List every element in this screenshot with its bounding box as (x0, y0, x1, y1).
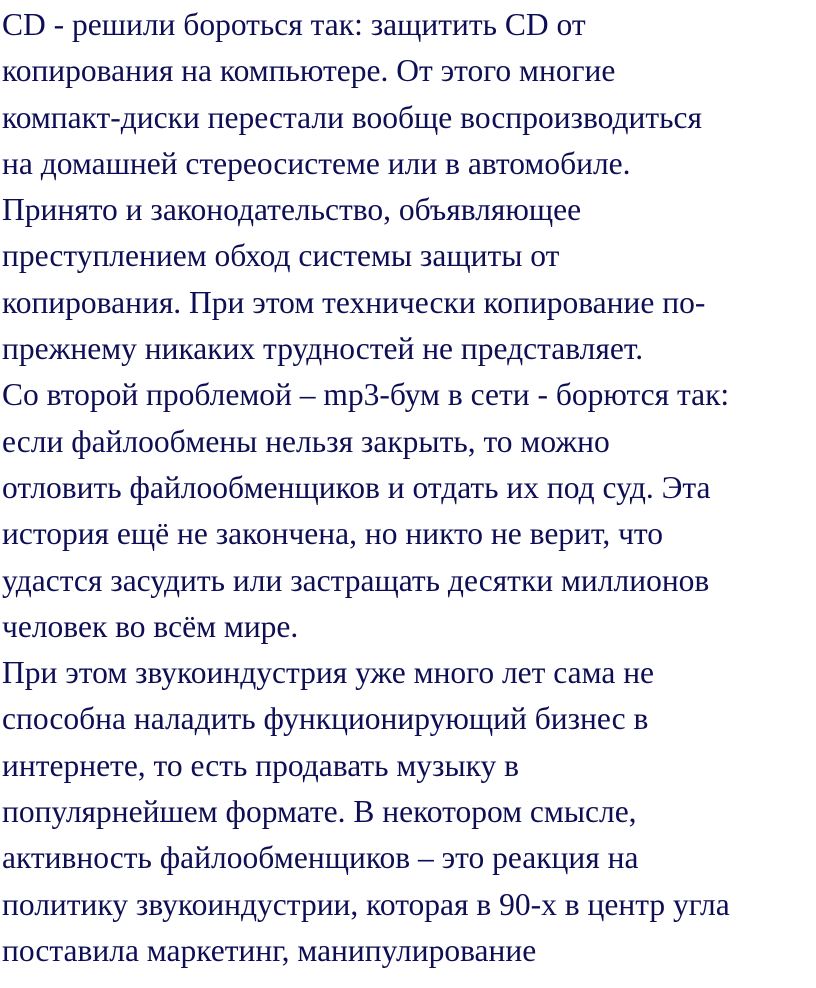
text-line: популярнейшем формате. В некотором смысле, (2, 794, 637, 830)
text-line: на домашней стереосистеме или в автомобиле. (2, 145, 631, 181)
text-line: Принято и законодательство, объявляющее (2, 192, 582, 228)
text-line: преступлением обход системы защиты от (2, 238, 560, 274)
text-line: способна наладить функционирующий бизнес в (2, 701, 649, 737)
text-line: поставила маркетинг, манипулирование (2, 932, 537, 968)
text-line: история ещё не закончена, но никто не верит, что (2, 516, 664, 552)
text-line: отловить файлообменщиков и отдать их под суд. Эта (2, 469, 711, 505)
text-line: При этом звукоиндустрия уже много лет сама не (2, 655, 655, 691)
text-line: компакт-диски перестали вообще воспроизводиться (2, 99, 702, 135)
text-line: политику звукоиндустрии, которая в 90-х в центр угла (2, 886, 730, 922)
text-line: прежнему никаких трудностей не представляет. (2, 331, 644, 367)
paragraph-mp3-boom (2, 372, 814, 650)
document-body (2, 2, 814, 974)
text-line: интернете, то есть продавать музыку в (2, 747, 520, 783)
text-line: копирования. При этом технически копирование по- (2, 284, 706, 320)
paragraph-music-industry (2, 650, 814, 974)
text-line: активность файлообменщиков – это реакция на (2, 840, 639, 876)
text-line: копирования на компьютере. От этого многие (2, 53, 616, 89)
text-line: человек во всём мире. (2, 608, 299, 644)
text-line: удастся засудить или застращать десятки миллионов (2, 562, 710, 598)
text-line: Со второй проблемой – mp3-бум в сети - борются так: (2, 377, 730, 413)
text-line: если файлообмены нельзя закрыть, то можно (2, 423, 610, 459)
paragraph-cd-protection (2, 2, 814, 372)
text-line: CD - решили бороться так: защитить CD от (2, 7, 586, 42)
